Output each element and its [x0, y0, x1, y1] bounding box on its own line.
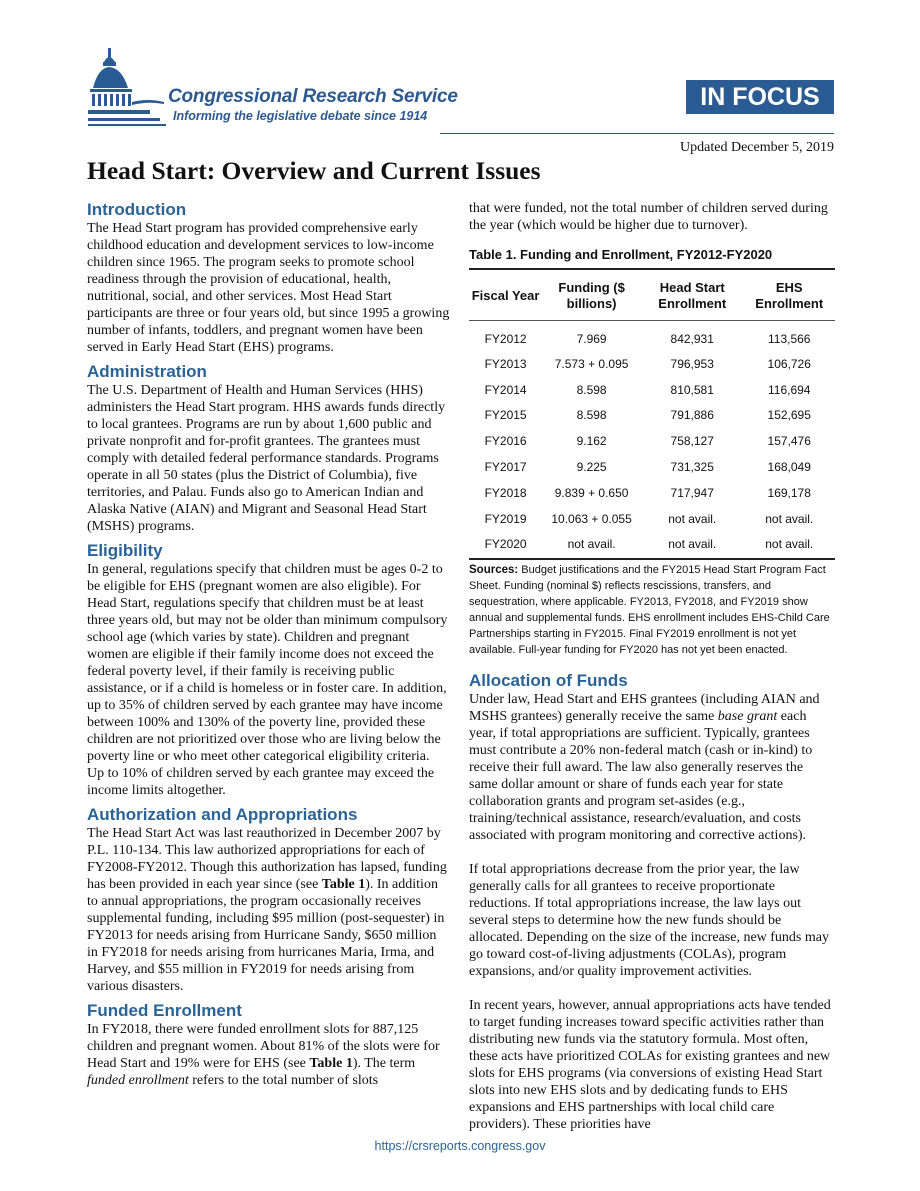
allocation-section: [469, 671, 835, 1133]
funding-enrollment-table: [469, 270, 835, 558]
introduction-text: The Head Start program has provided comprehensive early childhood education and development services to low-income children since 1965. The program seeks to promote school readiness through the provision of educational, health, nutritional, social, and other services. Most Head Start participants are three or four years old, but since 1995 a growing number of infants, toddlers, and pregnant women have been served in Early Head Start (EHS) programs.: [87, 221, 450, 355]
eligibility-text: In general, regulations specify that children must be ages 0-2 to be eligible for EHS (pregnant women are also eligible). For Head Start, regulations specify that children must be at least three years old, but may not be older than minimum compulsory school age (which varies by state). Children and pregnant women are eligible if their family income does not exceed the federal poverty level, if their family is receiving public assistance, or if a child is homeless or in foster care. In addition, up to 35% of children served by each grantee may have income between 100% and 130% of the poverty line, provided these children are not prioritized over those who are living below the poverty line or who meet other categorical eligibility criteria. Up to 10% of children served by each grantee may exceed the income limits altogether.: [87, 562, 448, 798]
cell-year: FY2017: [484, 460, 527, 475]
in-focus-badge: IN FOCUS: [686, 80, 834, 114]
authorization-section: [87, 805, 450, 995]
capitol-dome-logo: [88, 40, 168, 130]
cell-year: FY2018: [484, 485, 527, 500]
cell-funding: 9.162: [576, 434, 607, 449]
table-row: [469, 480, 835, 506]
table-bottom-rule: [469, 558, 835, 560]
cell-year: FY2014: [484, 382, 527, 397]
authorization-text-a: The Head Start Act was last reauthorized in December 2007 by P.L. 110-134. This law authorized appropriations for each of FY2008-FY2012. Though this authorization has lapsed, funding has been provided in each year since (see: [87, 826, 447, 892]
cell-year: FY2013: [484, 356, 527, 371]
authorization-text: [87, 825, 450, 995]
table-row: [469, 377, 835, 403]
eligibility-section: [87, 541, 450, 799]
cell-ehs-enrollment: 169,178: [767, 485, 811, 500]
allocation-heading: Allocation of Funds: [469, 670, 628, 690]
header-ehs-enrollment: EHS Enrollment: [743, 270, 835, 321]
cell-funding: 9.839 + 0.650: [554, 485, 629, 500]
administration-text: The U.S. Department of Health and Human Services (HHS) administers the Head Start program. HHS awards funds directly to local grantees. Programs are run by about 1,600 public and private nonprofit and for-profit grantees. The grantees must comply with detailed federal performance standards. Programs operate in all 50 states (plus the District of Columbia), five territories, and Palau. Funds also go to American Indian and Alaska Native (AIAN) and Migrant and Seasonal Head Start (MSHS) programs.: [87, 383, 446, 534]
cell-year: FY2019: [484, 511, 527, 526]
cell-ehs-enrollment: not avail.: [765, 537, 814, 552]
cell-funding: 9.225: [576, 460, 607, 475]
cell-ehs-enrollment: 116,694: [767, 382, 811, 397]
cell-ehs-enrollment: 113,566: [767, 331, 811, 346]
cell-ehs-enrollment: 168,049: [767, 460, 811, 475]
cell-hs-enrollment: not avail.: [668, 511, 717, 526]
cell-ehs-enrollment: 106,726: [767, 356, 811, 371]
cell-funding: 8.598: [576, 408, 607, 423]
header-funding: Funding ($ billions): [542, 270, 641, 321]
allocation-p1-b: each year, if total appropriations are sufficient. Typically, grantees must contribute a 20% non-federal match (cash or in-kind) to receive their full award. The law also generally reserves the same dollar amount or share of funds each year for state collaboration grants and program set-asides (e.g., training/technical assistance, research/evaluation, and costs associated with program monitoring and corrective actions).: [469, 708, 813, 843]
funded-enrollment-continued: that were funded, not the total number of children served during the year (which would be higher due to turnover).: [469, 201, 828, 233]
cell-year: FY2015: [484, 408, 527, 423]
authorization-text-b: ). In addition to annual appropriations, the program occasionally receives supplemental funding, including $95 million (post-sequester) in FY2013 for needs arising from Hurricane Sandy, $650 million in FY2018 for needs arising from hurricanes Maria, Irma, and Harvey, and $55 million in FY2019 for needs arising from various disasters.: [87, 877, 445, 994]
cell-hs-enrollment: 731,325: [670, 460, 714, 475]
left-column: [87, 200, 450, 1095]
sources-text: Budget justifications and the FY2015 Head Start Program Fact Sheet. Funding (nominal $) reflects rescissions, transfers, and sequestration, where applicable. FY2013, FY2018, and FY2019 show annual and supplemental funds. EHS enrollment includes EHS-Child Care Partnerships starting in FY2015. Final FY2019 enrollment is not yet available. Full-year funding for FY2020 has not yet been enacted.: [469, 563, 830, 656]
allocation-p1-a: Under law, Head Start and EHS grantees (including AIAN and MSHS grantees) generally receive the same: [469, 691, 820, 724]
cell-hs-enrollment: not avail.: [668, 537, 717, 552]
cell-hs-enrollment: 810,581: [670, 382, 714, 397]
table-reference: Table 1: [309, 1056, 353, 1071]
header-head-start-enrollment: Head Start Enrollment: [641, 270, 743, 321]
table-row: [469, 532, 835, 558]
administration-section: [87, 362, 450, 535]
cell-funding: 7.573 + 0.095: [554, 356, 629, 371]
funded-enrollment-text-a: In FY2018, there were funded enrollment slots for 887,125 children and pregnant women. About 81% of the slots were for Head Start and 19% were for EHS (see: [87, 1022, 440, 1071]
introduction-section: [87, 200, 450, 356]
sources-label: Sources:: [469, 563, 519, 576]
funded-enrollment-section: [87, 1001, 450, 1089]
base-grant-term: base grant: [717, 708, 778, 724]
page-title: Head Start: Overview and Current Issues: [87, 156, 541, 185]
cell-year: FY2012: [484, 331, 527, 346]
table-title: Table 1. Funding and Enrollment, FY2012-FY2020: [469, 246, 835, 270]
cell-hs-enrollment: 791,886: [670, 408, 714, 423]
cell-funding: not avail.: [567, 537, 616, 552]
cell-hs-enrollment: 717,947: [670, 485, 714, 500]
cell-ehs-enrollment: not avail.: [765, 511, 814, 526]
header-divider: [440, 133, 834, 134]
org-name: Congressional Research Service: [168, 86, 458, 107]
table-row: [469, 429, 835, 455]
funded-enrollment-text-b: ). The term: [352, 1056, 416, 1071]
funded-enrollment-heading: Funded Enrollment: [87, 1001, 242, 1020]
cell-year: FY2016: [484, 434, 527, 449]
funded-enrollment-term: funded enrollment: [87, 1073, 189, 1088]
funded-enrollment-text: [87, 1021, 450, 1089]
introduction-heading: Introduction: [87, 200, 187, 219]
cell-hs-enrollment: 758,127: [670, 434, 714, 449]
right-column: [469, 200, 835, 1139]
funded-enrollment-text-c: refers to the total number of slots: [188, 1073, 379, 1088]
updated-date: Updated December 5, 2019: [680, 140, 834, 155]
table-sources: [469, 562, 835, 658]
cell-ehs-enrollment: 152,695: [767, 408, 811, 423]
table-reference: Table 1: [321, 877, 366, 892]
header-fiscal-year: Fiscal Year: [469, 270, 542, 321]
administration-heading: Administration: [87, 362, 207, 381]
footer-url[interactable]: https://crsreports.congress.gov: [374, 1139, 546, 1153]
cell-year: FY2020: [484, 537, 527, 552]
table-row: [469, 352, 835, 378]
table-header-row: [469, 270, 835, 321]
allocation-paragraph-1: [469, 691, 835, 844]
table-row: [469, 455, 835, 481]
table-row: [469, 321, 835, 352]
cell-funding: 10.063 + 0.055: [551, 511, 632, 526]
cell-funding: 7.969: [576, 331, 607, 346]
eligibility-heading: Eligibility: [87, 541, 163, 560]
table-row: [469, 403, 835, 429]
org-tagline: Informing the legislative debate since 1914: [173, 109, 428, 123]
cell-ehs-enrollment: 157,476: [767, 434, 811, 449]
cell-hs-enrollment: 796,953: [670, 356, 714, 371]
cell-funding: 8.598: [576, 382, 607, 397]
cell-hs-enrollment: 842,931: [670, 331, 714, 346]
authorization-heading: Authorization and Appropriations: [87, 805, 358, 824]
table-row: [469, 506, 835, 532]
allocation-paragraph-3: In recent years, however, annual appropriations acts have tended to target funding increases toward specific activities rather than distributing new funds via the statutory formula. Most often, these acts have prioritized COLAs for existing grantees and new slots for EHS programs (via conversions of existing Head Start slots into new EHS slots and by dedicating funds to EHS expansions and EHS partnerships with local child care providers). These priorities have: [469, 997, 831, 1132]
allocation-paragraph-2: If total appropriations decrease from the prior year, the law generally calls for all grantees to receive proportionate reductions. If total appropriations increase, the law lays out several steps to determine how the new funds should be allocated. Depending on the size of the increase, new funds may go toward cost-of-living adjustments (COLAs), program expansions, and/or quality improvement activities.: [469, 861, 829, 979]
